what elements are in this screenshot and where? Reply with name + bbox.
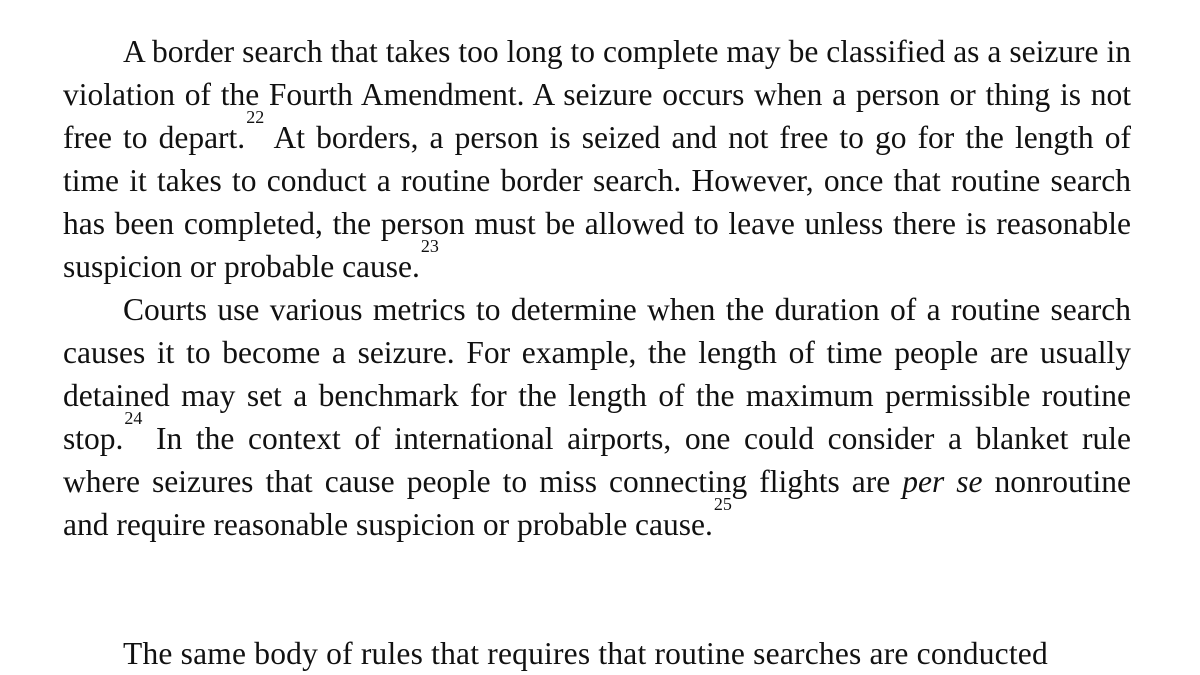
paragraph-1-text-b: At borders, a person is seized and not free to go for the length of time it takes to conduct a routine border search. However, once that routine search has been completed, the person must be allowed to leave unless there is reasonable suspicion or probable cause. xyxy=(63,120,1131,284)
italic-term-per-se: per se xyxy=(902,464,983,499)
footnote-ref-22[interactable]: 22 xyxy=(246,106,265,127)
paragraph-1-text-a: A border search that takes too long to complete may be classified as a seizure in violation of the Fourth Amendment. A seizure occurs when a person or thing is not free to depart. xyxy=(63,34,1131,155)
paragraph-2-text-c: nonroutine and require reasonable suspicion or probable cause. xyxy=(63,464,1131,542)
footnote-ref-25[interactable]: 25 xyxy=(713,493,732,514)
paragraph-2 xyxy=(63,288,1131,546)
footnote-ref-23[interactable]: 23 xyxy=(420,235,439,256)
footnote-ref-24[interactable]: 24 xyxy=(124,407,143,428)
document-body xyxy=(63,30,1131,546)
partial-next-line xyxy=(63,632,1131,671)
paragraph-2-text-a: Courts use various metrics to determine when the duration of a routine search causes it to become a seizure. For example, the length of time people are usually detained may set a benchmark for the length of the maximum permissible routine stop. xyxy=(63,292,1131,456)
partial-next-line-text: The same body of rules that requires that routine searches are conducted xyxy=(123,636,1048,671)
paragraph-2-text-b: In the context of international airports, one could consider a blanket rule where seizures that cause people to miss connecting flights are xyxy=(63,421,1131,499)
paragraph-1 xyxy=(63,30,1131,288)
